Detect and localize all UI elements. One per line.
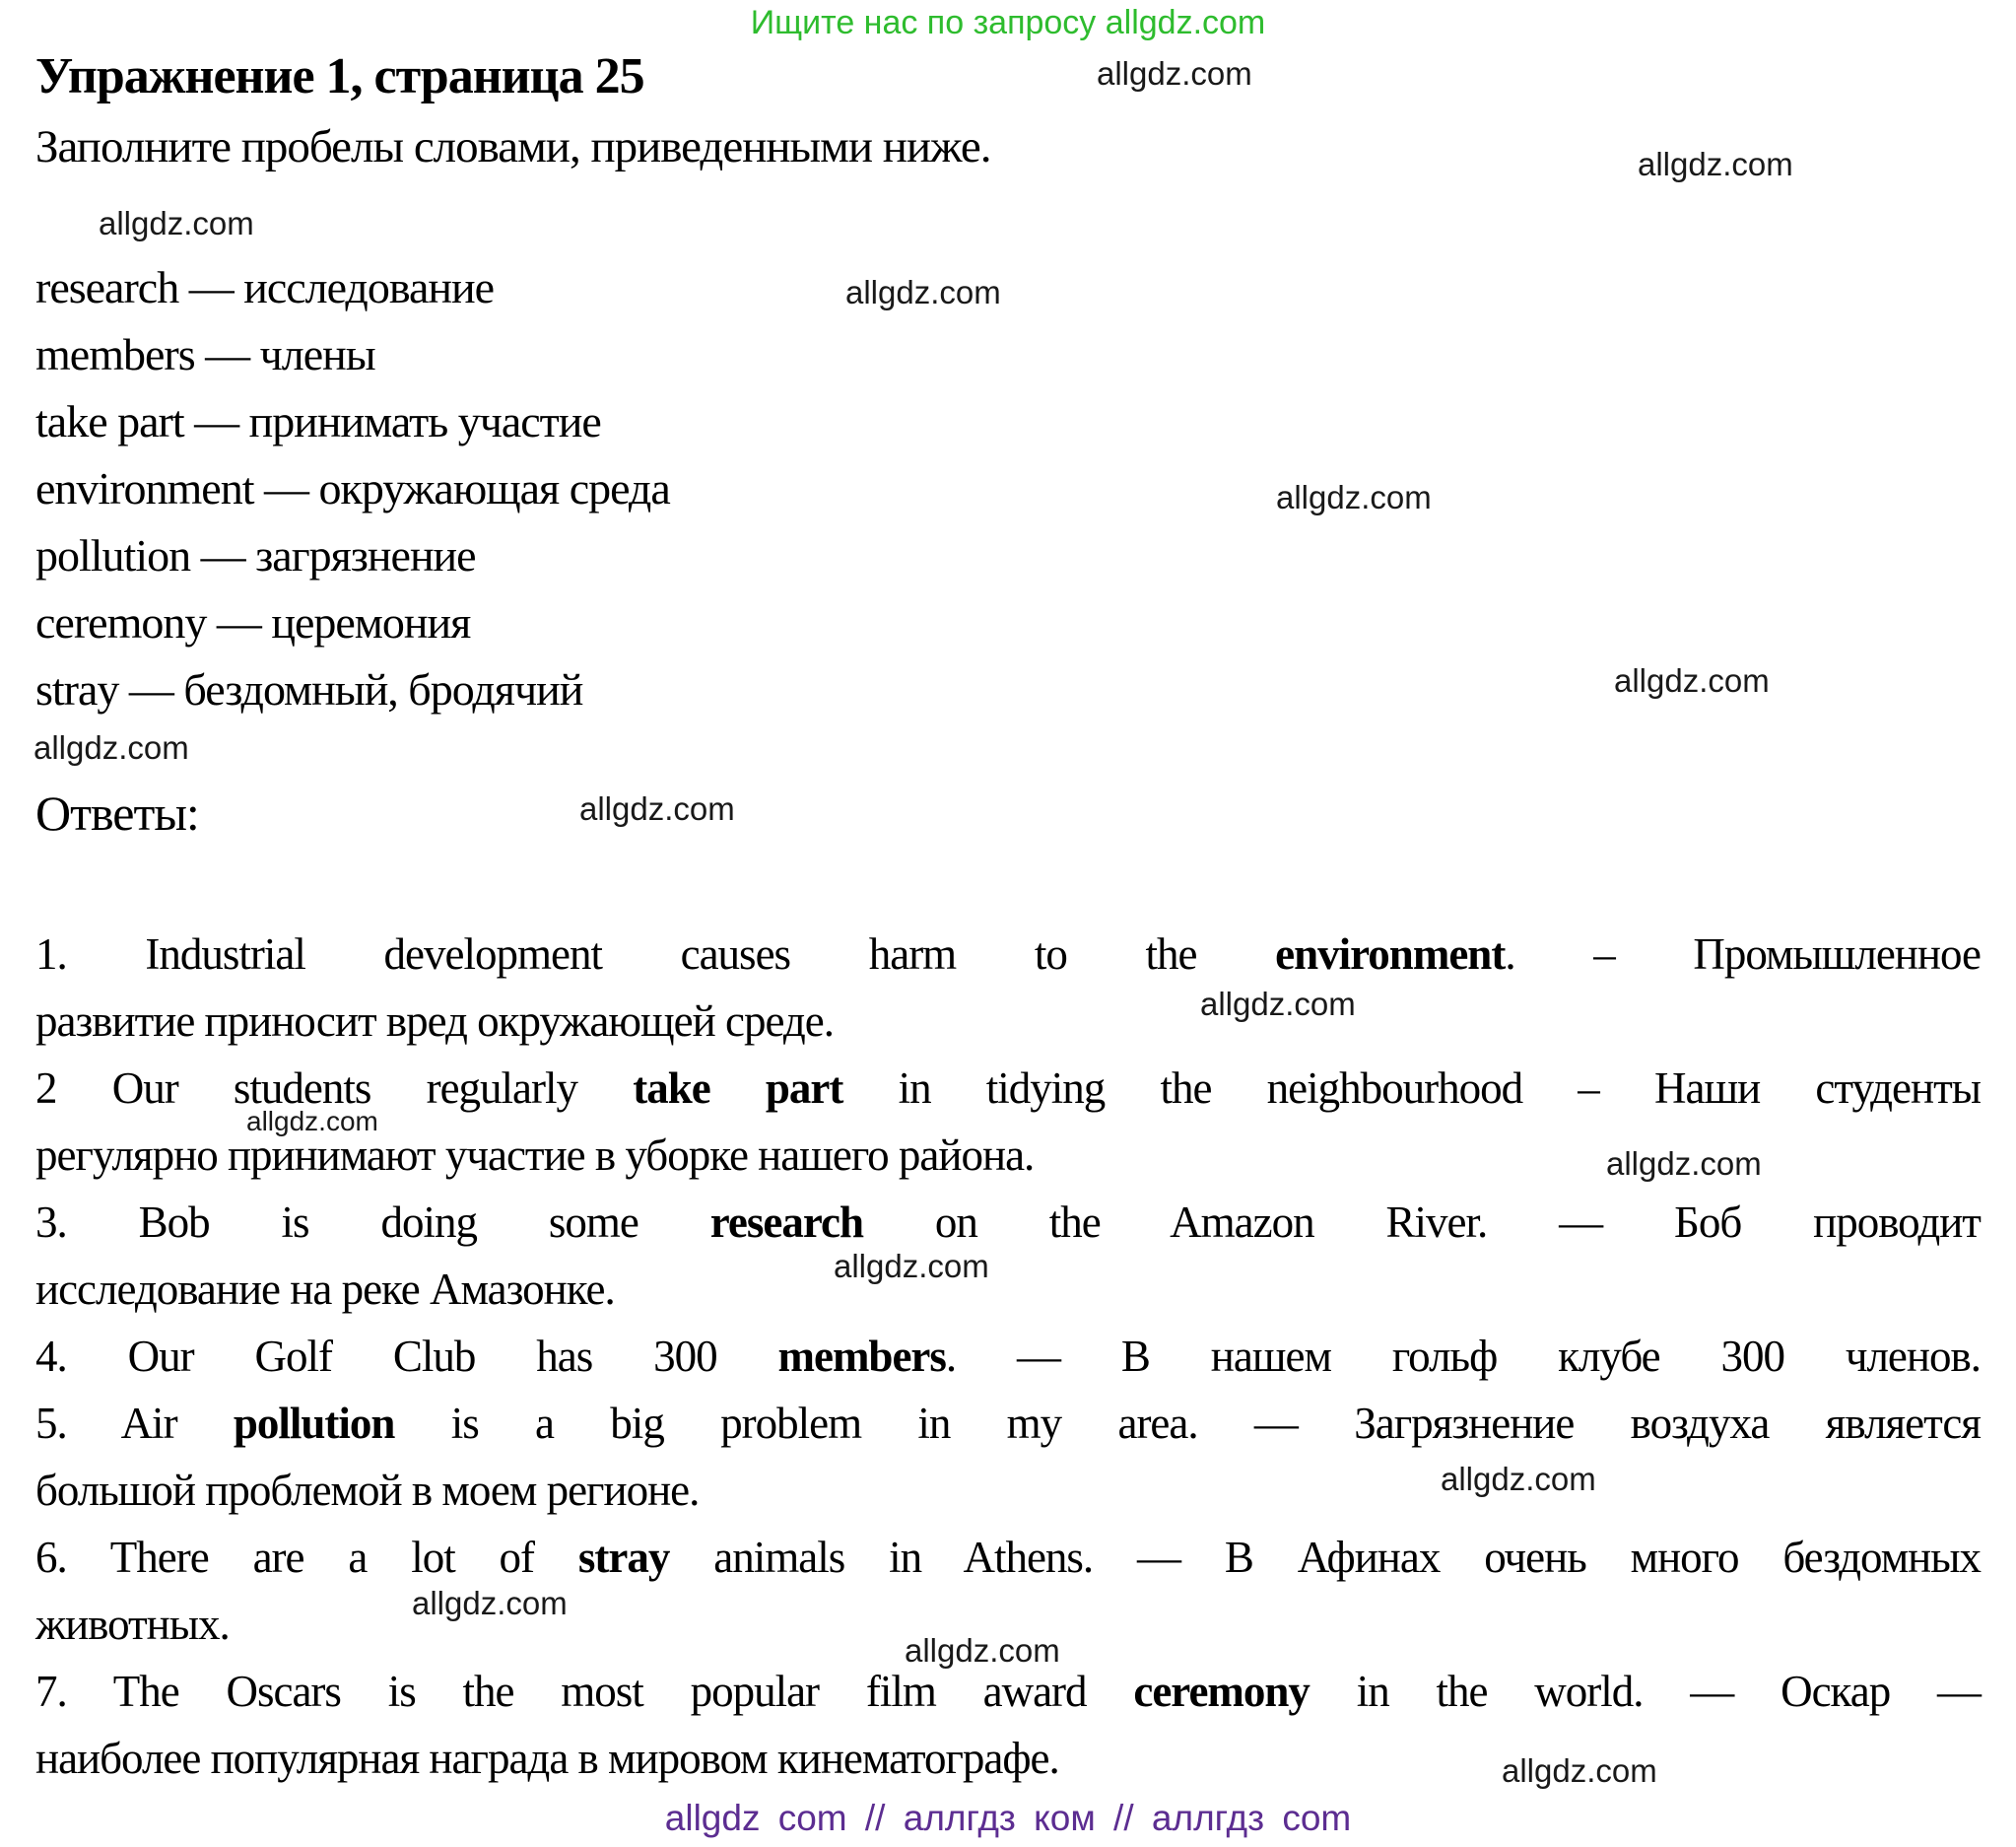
vocabulary-item: ceremony — церемония: [35, 597, 471, 648]
answer-line: большой проблемой в моем регионе.: [35, 1466, 700, 1515]
answer-line: 5. Air pollution is a big problem in my area. — Загрязнение воздуха является: [35, 1399, 1981, 1448]
vocabulary-item: pollution — загрязнение: [35, 530, 476, 581]
watermark-allgdz: allgdz.com: [1606, 1145, 1762, 1182]
vocabulary-item: environment — окружающая среда: [35, 463, 670, 513]
watermark-allgdz: allgdz.com: [845, 274, 1001, 310]
vocabulary-item: members — члены: [35, 329, 375, 379]
watermark-allgdz: allgdz.com: [246, 1106, 378, 1136]
answer-line: исследование на реке Амазонке.: [35, 1265, 615, 1314]
exercise-instruction: Заполните пробелы словами, приведенными ниже.: [35, 121, 991, 172]
watermark-allgdz: allgdz.com: [1441, 1461, 1596, 1497]
vocabulary-list: [35, 254, 1981, 723]
vocabulary-item: stray — бездомный, бродячий: [35, 664, 583, 715]
answer-line: наиболее популярная награда в мировом кинематографе.: [35, 1734, 1059, 1783]
answer-line: 6. There are a lot of stray animals in Athens. — В Афинах очень много бездомных: [35, 1533, 1981, 1582]
answer-line: 2 Our students regularly take part in tidying the neighbourhood – Наши студенты: [35, 1063, 1981, 1113]
answer-line: регулярно принимают участие в уборке нашего района.: [35, 1130, 1035, 1180]
watermark-allgdz: allgdz.com: [1614, 662, 1770, 699]
answer-line: 4. Our Golf Club has 300 members. — В нашем гольф клубе 300 членов.: [35, 1332, 1981, 1381]
watermark-allgdz: allgdz.com: [412, 1585, 568, 1621]
answer-line: 3. Bob is doing some research on the Amazon River. — Боб проводит: [35, 1197, 1981, 1247]
watermark-allgdz: allgdz.com: [834, 1248, 989, 1284]
watermark-allgdz: allgdz.com: [34, 729, 189, 766]
answer-line: 7. The Oscars is the most popular film award ceremony in the world. — Оскар —: [35, 1667, 1982, 1716]
page-title: Упражнение 1, страница 25: [35, 48, 644, 104]
answer-line: животных.: [35, 1600, 230, 1649]
answers-heading: Ответы:: [35, 786, 199, 841]
watermark-allgdz: allgdz.com: [579, 790, 735, 827]
promo-banner: Ищите нас по запросу allgdz.com: [750, 4, 1266, 41]
watermark-allgdz: allgdz.com: [1097, 55, 1252, 92]
answer-line: развитие приносит вред окружающей среде.: [35, 996, 834, 1046]
vocabulary-item: take part — принимать участие: [35, 396, 601, 446]
answers-list: [35, 921, 1981, 1792]
footer-domains: allgdz com // аллгдз ком // аллгдз com: [664, 1798, 1352, 1838]
watermark-allgdz: allgdz.com: [1638, 146, 1793, 182]
watermark-allgdz: allgdz.com: [1502, 1752, 1657, 1789]
vocabulary-item: research — исследование: [35, 262, 495, 312]
watermark-allgdz: allgdz.com: [1200, 986, 1356, 1022]
watermark-allgdz: allgdz.com: [1276, 479, 1432, 515]
watermark-allgdz: allgdz.com: [99, 205, 254, 241]
watermark-allgdz: allgdz.com: [905, 1632, 1060, 1669]
answer-line: 1. Industrial development causes harm to the environment. – Промышленное: [35, 929, 1981, 979]
